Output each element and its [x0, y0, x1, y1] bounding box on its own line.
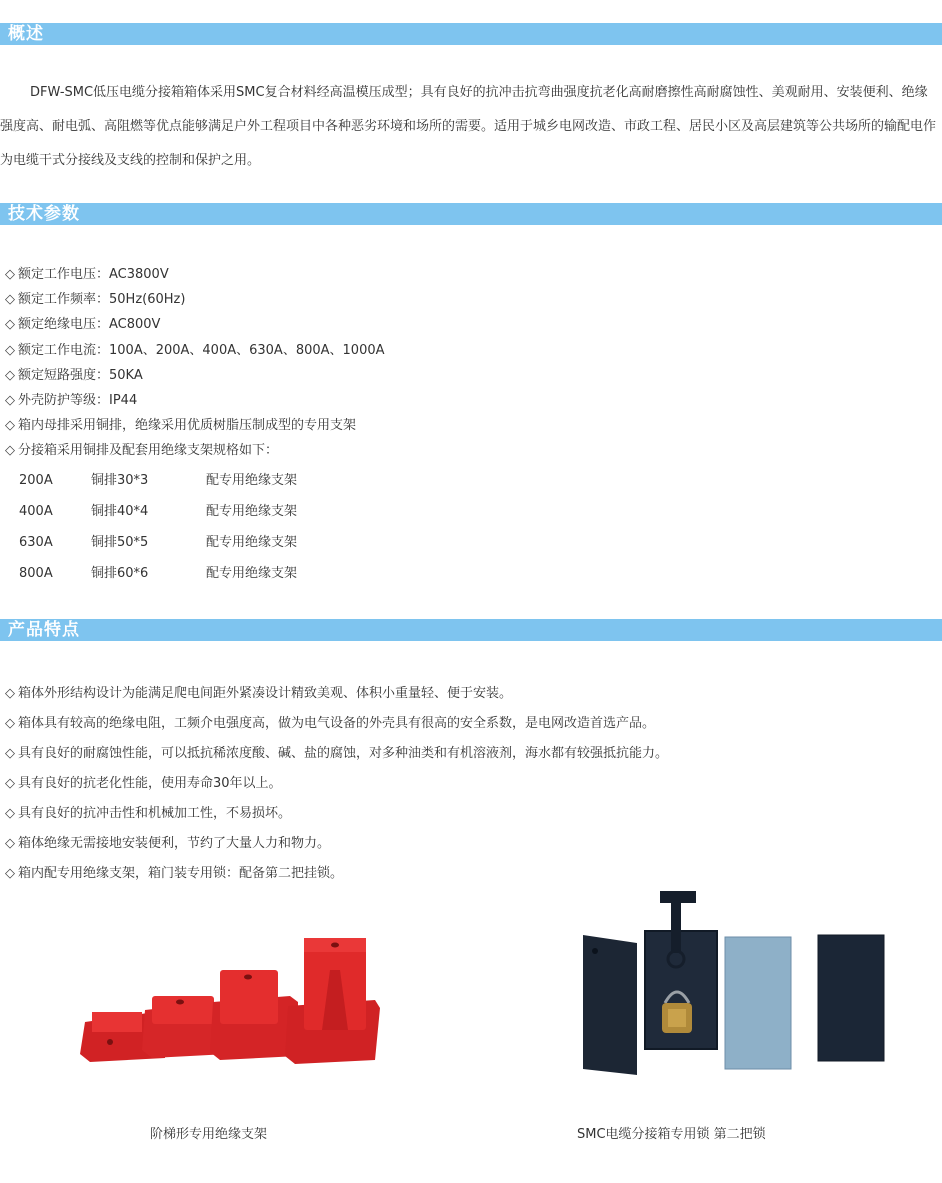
diamond-bullet-icon: ◇ [5, 317, 15, 333]
diamond-bullet-icon: ◇ [5, 418, 15, 434]
copper-bar-table [19, 468, 419, 592]
table-row [19, 468, 419, 499]
table-row [19, 530, 419, 561]
table-cell-current: 200A [19, 473, 53, 488]
diamond-bullet-icon: ◇ [5, 292, 15, 308]
table-cell-current: 400A [19, 504, 53, 519]
table-cell-current: 630A [19, 535, 53, 550]
list-item: ◇ 额定短路强度：50KA [5, 367, 143, 383]
list-item: ◇ 额定工作电压：AC3800V [5, 267, 169, 282]
list-item: ◇ 具有良好的耐腐蚀性能，可以抵抗稀浓度酸、碱、盐的腐蚀，对多种油类和有机溶液剂，海水都有较强抵抗能力。 [5, 746, 669, 761]
smc-lock-image [575, 885, 895, 1085]
diamond-bullet-icon: ◇ [5, 866, 15, 881]
table-row [19, 499, 419, 530]
list-item: ◇ 分接箱采用铜排及配套用绝缘支架规格如下： [5, 443, 279, 459]
cover-light [725, 937, 791, 1069]
table-cell-bar: 铜排60*6 [91, 566, 149, 581]
list-item: ◇ 具有良好的抗老化性能，使用寿命30年以上。 [5, 776, 282, 791]
diamond-bullet-icon: ◇ [5, 836, 15, 851]
params-list [5, 262, 385, 464]
section-header-overview: 概述 [0, 23, 942, 45]
table-cell-bar: 铜排50*5 [91, 535, 149, 550]
diamond-bullet-icon: ◇ [5, 746, 15, 761]
diamond-bullet-icon: ◇ [5, 443, 15, 459]
list-item: ◇ 额定工作频率：50Hz(60Hz) [5, 292, 186, 308]
list-item: ◇ 箱内配专用绝缘支架，箱门装专用锁：配备第二把挂锁。 [5, 866, 344, 881]
caption-smc-lock: SMC电缆分接箱专用锁 第二把锁 [577, 1127, 766, 1142]
section-header-technical-params: 技术参数 [0, 203, 942, 225]
stepped-insulator-image [70, 930, 390, 1075]
overview-paragraph: DFW-SMC低压电缆分接箱箱体采用SMC复合材料经高温模压成型；具有良好的抗冲击抗弯曲强度抗老化高耐磨擦性高耐腐蚀性、美观耐用、安装便利、绝缘强度高、耐电弧、高阻燃等优点能够满足户外工程项目中各种恶劣环境和场所的需要。适用于城乡电网改造、市政工程、居民小区及高层建筑等公共场所的输配电作为电缆干式分接线及支线的控制和保护之用。 [0, 85, 937, 168]
list-item: ◇ 外壳防护等级：IP44 [5, 393, 138, 409]
diamond-bullet-icon: ◇ [5, 716, 15, 731]
diamond-bullet-icon: ◇ [5, 776, 15, 791]
list-item: ◇ 额定绝缘电压：AC800V [5, 317, 161, 333]
table-row [19, 561, 419, 592]
table-cell-support: 配专用绝缘支架 [206, 504, 298, 519]
table-cell-support: 配专用绝缘支架 [206, 473, 298, 488]
list-item: ◇ 具有良好的抗冲击性和机械加工性，不易损坏。 [5, 806, 292, 821]
list-item: ◇ 箱内母排采用铜排，绝缘采用优质树脂压制成型的专用支架 [5, 418, 357, 434]
table-cell-bar: 铜排40*4 [91, 504, 149, 519]
list-item: ◇ 额定工作电流：100A、200A、400A、630A、800A、1000A [5, 342, 385, 358]
diamond-bullet-icon: ◇ [5, 342, 15, 358]
diamond-bullet-icon: ◇ [5, 267, 15, 282]
list-item: ◇ 箱体具有较高的绝缘电阻，工频介电强度高，做为电气设备的外壳具有很高的安全系数，是电网改造首选产品。 [5, 716, 656, 731]
diamond-bullet-icon: ◇ [5, 686, 15, 701]
insulator-block-tallest [285, 938, 380, 1064]
caption-stepped-insulator: 阶梯形专用绝缘支架 [150, 1127, 268, 1142]
table-cell-bar: 铜排30*3 [91, 473, 149, 488]
cover-dark [818, 935, 884, 1061]
lock-body [583, 891, 717, 1075]
table-cell-current: 800A [19, 566, 53, 581]
diamond-bullet-icon: ◇ [5, 806, 15, 821]
list-item: ◇ 箱体绝缘无需接地安装便利，节约了大量人力和物力。 [5, 836, 331, 851]
diamond-bullet-icon: ◇ [5, 367, 15, 383]
section-header-features: 产品特点 [0, 619, 942, 641]
table-cell-support: 配专用绝缘支架 [206, 535, 298, 550]
features-list [5, 679, 668, 889]
table-cell-support: 配专用绝缘支架 [206, 566, 298, 581]
diamond-bullet-icon: ◇ [5, 393, 15, 409]
list-item: ◇ 箱体外形结构设计为能满足爬电间距外紧凑设计精致美观、体积小重量轻、便于安装。 [5, 686, 513, 701]
insulator-block-tall [210, 970, 298, 1060]
